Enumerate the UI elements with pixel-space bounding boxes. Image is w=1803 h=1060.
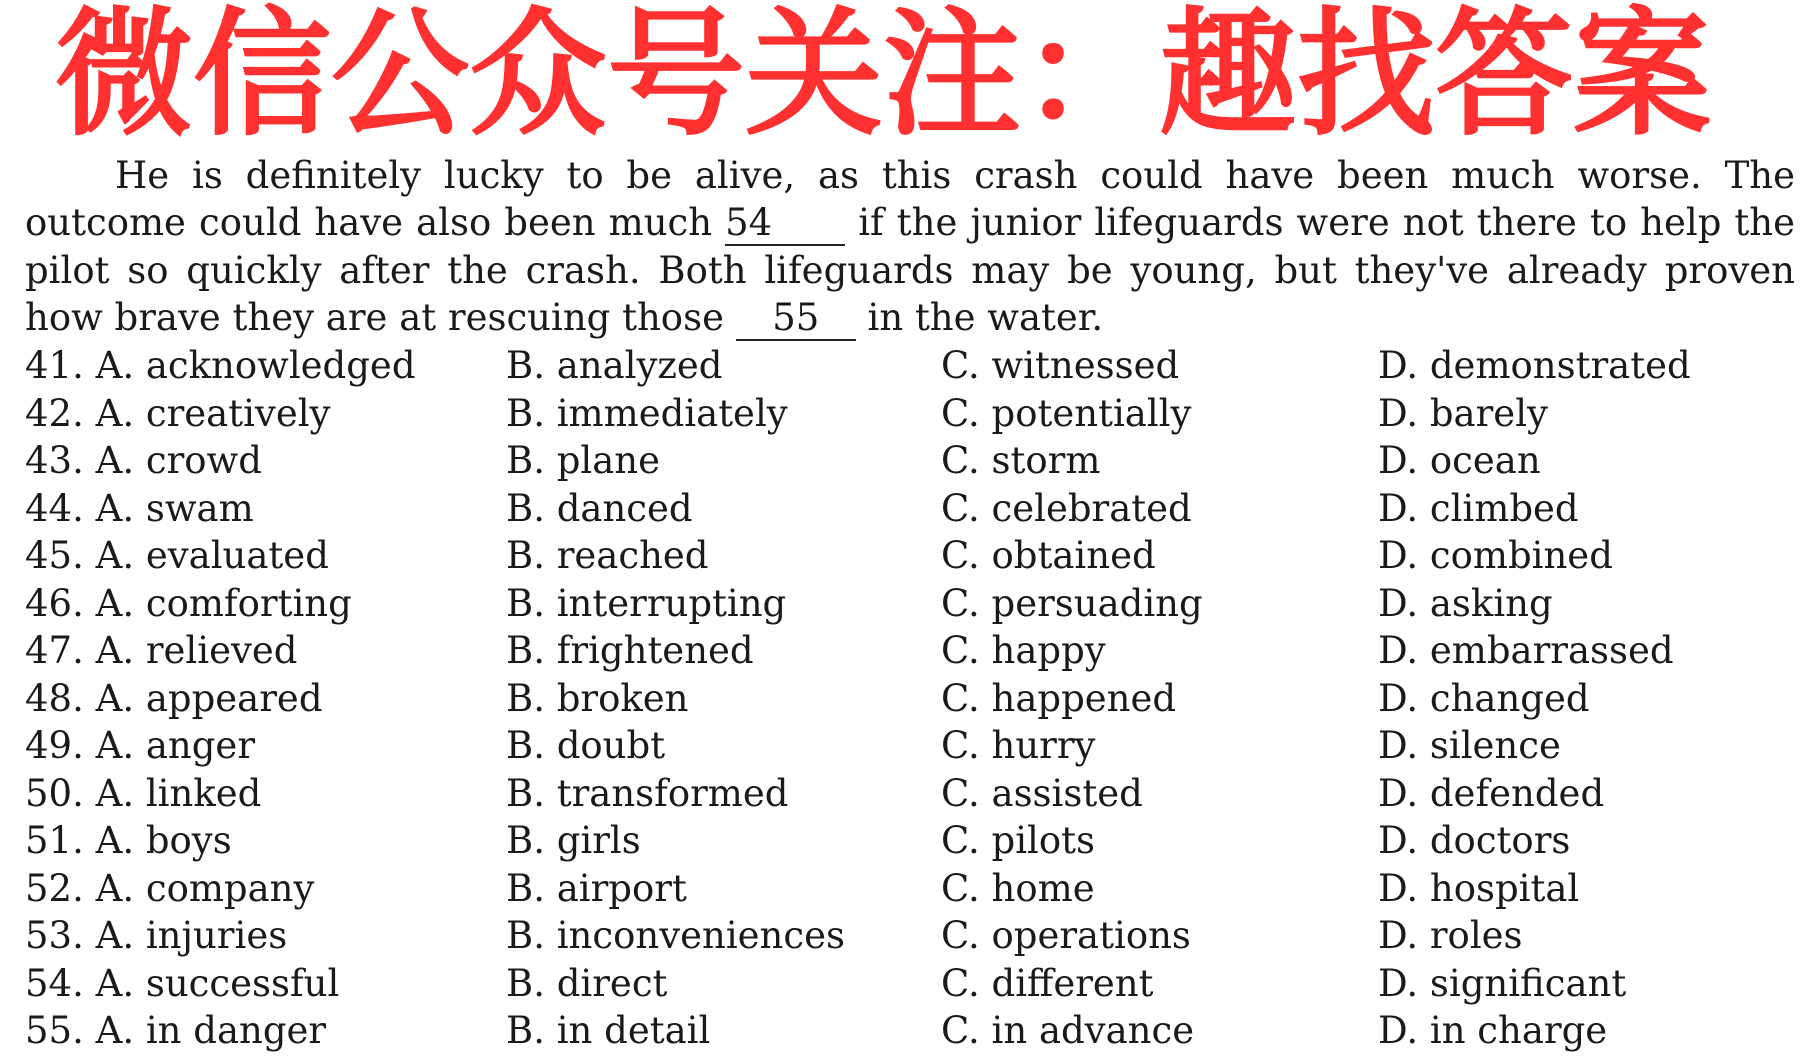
option-d: D. embarrassed <box>1378 629 1674 672</box>
option-c: C. hurry <box>941 724 1096 767</box>
passage-text: if the junior lifeguards were not there to help the <box>858 201 1796 244</box>
option-a: 41. A. acknowledged <box>25 344 416 387</box>
passage-text: in the water. <box>867 296 1104 339</box>
option-d: D. demonstrated <box>1378 344 1691 387</box>
option-a: 49. A. anger <box>25 724 256 767</box>
option-a: 46. A. comforting <box>25 581 352 625</box>
option-a: 52. A. company <box>25 866 315 910</box>
option-d: D. in charge <box>1378 1009 1608 1052</box>
question-row <box>0 532 1803 579</box>
question-row <box>0 960 1803 1007</box>
option-c: C. witnessed <box>941 344 1180 387</box>
option-b: B. plane <box>506 439 661 482</box>
option-a: 50. A. linked <box>25 771 262 815</box>
option-a: 45. A. evaluated <box>25 534 329 577</box>
option-d: D. doctors <box>1378 819 1571 862</box>
question-row <box>0 1007 1803 1054</box>
question-row <box>0 865 1803 912</box>
option-a: 54. A. successful <box>25 961 340 1005</box>
question-row <box>0 437 1803 484</box>
option-d: D. significant <box>1378 961 1627 1005</box>
passage-line-2 <box>25 199 1795 246</box>
option-b: B. broken <box>506 676 689 720</box>
option-a: 42. A. creatively <box>25 391 331 435</box>
blank-54: 54 <box>725 202 845 246</box>
option-d: D. ocean <box>1378 439 1541 482</box>
option-b: B. airport <box>506 866 687 910</box>
question-row <box>0 627 1803 674</box>
option-c: C. potentially <box>941 391 1192 435</box>
option-d: D. changed <box>1378 676 1590 720</box>
option-a: 48. A. appeared <box>25 676 323 720</box>
question-row <box>0 580 1803 627</box>
question-row <box>0 390 1803 437</box>
blank-55: 55 <box>736 297 856 341</box>
option-c: C. obtained <box>941 534 1156 577</box>
option-d: D. climbed <box>1378 486 1579 530</box>
option-c: C. operations <box>941 914 1191 957</box>
question-row <box>0 342 1803 389</box>
option-b: B. in detail <box>506 1009 711 1052</box>
option-d: D. asking <box>1378 581 1553 625</box>
option-c: C. different <box>941 961 1154 1005</box>
option-c: C. storm <box>941 439 1101 482</box>
option-d: D. silence <box>1378 724 1561 767</box>
option-c: C. happened <box>941 676 1177 720</box>
question-row <box>0 912 1803 959</box>
option-a: 53. A. injuries <box>25 914 288 957</box>
passage-line-1: He is definitely lucky to be alive, as this crash could have been much worse. The <box>115 154 1795 197</box>
option-b: B. immediately <box>506 391 788 435</box>
question-row <box>0 485 1803 532</box>
option-d: D. combined <box>1378 534 1613 577</box>
option-a: 43. A. crowd <box>25 439 262 482</box>
question-row <box>0 770 1803 817</box>
option-c: C. pilots <box>941 819 1095 862</box>
option-c: C. in advance <box>941 1009 1195 1052</box>
option-a: 55. A. in danger <box>25 1009 327 1052</box>
question-row <box>0 722 1803 769</box>
option-b: B. doubt <box>506 724 666 767</box>
option-c: C. assisted <box>941 771 1143 815</box>
passage-text: outcome could have also been much <box>25 201 713 244</box>
passage-line-3: pilot so quickly after the crash. Both lifeguards may be young, but they've already proven <box>25 249 1795 292</box>
question-row <box>0 817 1803 864</box>
option-b: B. girls <box>506 819 641 862</box>
option-d: D. barely <box>1378 391 1548 435</box>
option-c: C. persuading <box>941 581 1203 625</box>
option-b: B. transformed <box>506 771 789 815</box>
option-b: B. frightened <box>506 629 754 672</box>
passage-line-4 <box>25 294 1795 341</box>
watermark: 微信公众号关注：趣找答案 <box>55 0 1712 155</box>
option-a: 47. A. relieved <box>25 629 298 672</box>
option-c: C. happy <box>941 629 1106 672</box>
option-c: C. celebrated <box>941 486 1192 530</box>
option-b: B. danced <box>506 486 693 530</box>
option-d: D. hospital <box>1378 866 1580 910</box>
option-a: 44. A. swam <box>25 486 254 530</box>
option-b: B. reached <box>506 534 709 577</box>
question-row <box>0 675 1803 722</box>
option-d: D. roles <box>1378 914 1523 957</box>
option-a: 51. A. boys <box>25 819 232 862</box>
option-b: B. interrupting <box>506 581 787 625</box>
option-c: C. home <box>941 866 1095 910</box>
option-b: B. analyzed <box>506 344 723 387</box>
option-b: B. inconveniences <box>506 914 845 957</box>
option-d: D. defended <box>1378 771 1605 815</box>
option-b: B. direct <box>506 961 668 1005</box>
passage-text: how brave they are at rescuing those <box>25 296 724 339</box>
